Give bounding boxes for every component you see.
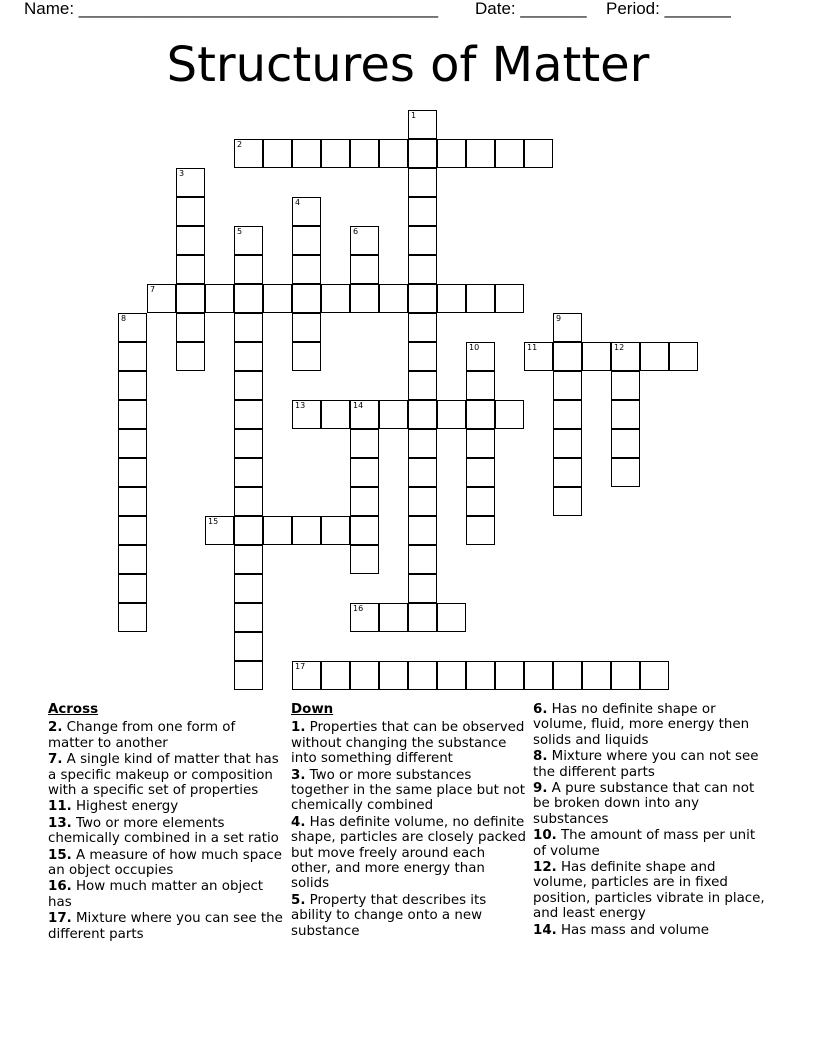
crossword-cell[interactable]	[118, 603, 147, 632]
clue-number-label: 15.	[48, 847, 72, 863]
clue-number-label: 5.	[291, 892, 306, 908]
crossword-cell[interactable]	[205, 516, 234, 545]
crossword-cell[interactable]	[640, 342, 669, 371]
crossword-cell[interactable]	[408, 255, 437, 284]
clue-text: A pure substance that can not be broken down into any substances	[533, 781, 755, 827]
crossword-cell[interactable]	[234, 313, 263, 342]
crossword-cell[interactable]	[553, 371, 582, 400]
crossword-cell[interactable]	[234, 429, 263, 458]
crossword-cell[interactable]	[234, 574, 263, 603]
clue-item	[291, 720, 527, 766]
clue-text: Property that describes its ability to change onto a new substance	[291, 892, 487, 939]
crossword-cell[interactable]	[292, 197, 321, 226]
clue-text: Highest energy	[71, 799, 179, 815]
clue-text: Has definite volume, no definite shape, particles are closely packed but move freely around each other, and more energy than solids	[291, 814, 527, 892]
crossword-cell[interactable]	[379, 603, 408, 632]
crossword-cell[interactable]	[234, 139, 263, 168]
crossword-cell[interactable]	[408, 139, 437, 168]
crossword-cell[interactable]	[408, 429, 437, 458]
crossword-cell[interactable]	[118, 458, 147, 487]
crossword-cell[interactable]	[350, 226, 379, 255]
crossword-cell[interactable]	[176, 197, 205, 226]
crossword-cell[interactable]	[350, 255, 379, 284]
period-field[interactable]: Period: _______	[606, 0, 731, 18]
clue-number: 1	[411, 111, 417, 120]
crossword-cell[interactable]	[321, 400, 350, 429]
crossword-cell[interactable]	[553, 458, 582, 487]
clue-item	[48, 720, 284, 751]
crossword-cell[interactable]	[234, 545, 263, 574]
clue-item	[48, 879, 284, 910]
crossword-cell[interactable]	[611, 458, 640, 487]
crossword-cell[interactable]	[611, 429, 640, 458]
clue-number-label: 14.	[533, 922, 557, 938]
crossword-cell[interactable]	[524, 661, 553, 690]
clue-item	[533, 781, 769, 827]
clue-item	[533, 860, 769, 922]
crossword-cell[interactable]	[408, 110, 437, 139]
across-heading: Across	[48, 702, 99, 717]
clue-text: The amount of mass per unit of volume	[533, 828, 756, 859]
crossword-cell[interactable]	[350, 458, 379, 487]
crossword-cell[interactable]	[495, 139, 524, 168]
crossword-cell[interactable]	[321, 284, 350, 313]
crossword-cell[interactable]	[118, 371, 147, 400]
crossword-cell[interactable]	[234, 487, 263, 516]
crossword-cell[interactable]	[350, 516, 379, 545]
crossword-cell[interactable]	[234, 632, 263, 661]
crossword-cell[interactable]	[205, 284, 234, 313]
crossword-cell[interactable]	[234, 603, 263, 632]
crossword-cell[interactable]	[350, 661, 379, 690]
crossword-cell[interactable]	[234, 661, 263, 690]
crossword-cell[interactable]	[553, 487, 582, 516]
crossword-cell[interactable]	[524, 342, 553, 371]
crossword-cell[interactable]	[118, 313, 147, 342]
crossword-cell[interactable]	[495, 284, 524, 313]
crossword-cell[interactable]	[408, 603, 437, 632]
clue-number-label: 17.	[48, 911, 72, 927]
down-clues-column-1	[291, 702, 527, 940]
clue-number-label: 1.	[291, 720, 306, 736]
crossword-cell[interactable]	[176, 255, 205, 284]
clue-text: Has definite shape and volume, particles are in fixed position, particles vibrate in place, and least energy	[533, 860, 765, 922]
crossword-cell[interactable]	[466, 429, 495, 458]
clue-item	[291, 893, 527, 939]
clue-number: 8	[121, 314, 127, 323]
crossword-cell[interactable]	[524, 139, 553, 168]
clue-number-label: 13.	[48, 815, 72, 831]
crossword-cell[interactable]	[408, 400, 437, 429]
crossword-cell[interactable]	[408, 458, 437, 487]
crossword-cell[interactable]	[437, 284, 466, 313]
crossword-cell[interactable]	[292, 284, 321, 313]
crossword-cell[interactable]	[321, 661, 350, 690]
crossword-cell[interactable]	[292, 313, 321, 342]
clue-item	[291, 768, 527, 814]
crossword-cell[interactable]	[118, 516, 147, 545]
crossword-cell[interactable]	[582, 342, 611, 371]
crossword-cell[interactable]	[321, 516, 350, 545]
clue-text: Two or more substances together in the same place but not chemically combined	[291, 767, 526, 814]
crossword-cell[interactable]	[379, 284, 408, 313]
crossword-cell[interactable]	[292, 342, 321, 371]
crossword-cell[interactable]	[118, 487, 147, 516]
crossword-cell[interactable]	[234, 400, 263, 429]
crossword-cell[interactable]	[292, 516, 321, 545]
crossword-cell[interactable]	[466, 371, 495, 400]
crossword-cell[interactable]	[118, 429, 147, 458]
crossword-cell[interactable]	[495, 400, 524, 429]
clue-item	[533, 702, 769, 748]
clue-number-label: 4.	[291, 814, 306, 830]
clue-number: 4	[295, 198, 301, 207]
crossword-cell[interactable]	[234, 255, 263, 284]
crossword-cell[interactable]	[292, 226, 321, 255]
crossword-cell[interactable]	[466, 400, 495, 429]
clue-number: 9	[556, 314, 562, 323]
crossword-cell[interactable]	[466, 139, 495, 168]
crossword-cell[interactable]	[437, 661, 466, 690]
crossword-cell[interactable]	[263, 516, 292, 545]
clue-number-label: 8.	[533, 749, 548, 765]
crossword-cell[interactable]	[408, 313, 437, 342]
crossword-cell[interactable]	[234, 284, 263, 313]
clue-text: Has no definite shape or volume, fluid, more energy then solids and liquids	[533, 702, 750, 748]
crossword-cell[interactable]	[350, 545, 379, 574]
date-field[interactable]: Date: _______	[475, 0, 587, 18]
crossword-cell[interactable]	[176, 168, 205, 197]
crossword-cell[interactable]	[466, 487, 495, 516]
crossword-cell[interactable]	[553, 400, 582, 429]
clue-number-label: 2.	[48, 720, 63, 736]
clue-number-label: 7.	[48, 752, 63, 768]
crossword-cell[interactable]	[234, 371, 263, 400]
clue-number: 10	[469, 343, 480, 352]
crossword-cell[interactable]	[176, 342, 205, 371]
clue-number-label: 10.	[533, 828, 557, 844]
crossword-cell[interactable]	[611, 400, 640, 429]
clue-text: Mixture where you can not see the different parts	[533, 749, 759, 780]
crossword-cell[interactable]	[292, 661, 321, 690]
clue-text: Change from one form of matter to another	[48, 720, 236, 751]
crossword-cell[interactable]	[118, 342, 147, 371]
clue-text: Two or more elements chemically combined in a set ratio	[48, 815, 279, 847]
clue-number: 11	[527, 343, 538, 352]
clue-number-label: 6.	[533, 702, 548, 717]
crossword-cell[interactable]	[553, 661, 582, 690]
down-clues-column-2	[533, 702, 769, 939]
crossword-cell[interactable]	[176, 226, 205, 255]
crossword-cell[interactable]	[437, 139, 466, 168]
crossword-cell[interactable]	[379, 400, 408, 429]
crossword-cell[interactable]	[379, 661, 408, 690]
crossword-cell[interactable]	[176, 284, 205, 313]
crossword-cell[interactable]	[234, 516, 263, 545]
crossword-cell[interactable]	[408, 197, 437, 226]
clue-number: 12	[614, 343, 625, 352]
crossword-cell[interactable]	[379, 139, 408, 168]
name-field[interactable]: Name: ______________________________________	[24, 0, 439, 18]
crossword-cell[interactable]	[118, 400, 147, 429]
clue-item	[48, 911, 284, 942]
clue-text: Properties that can be observed without changing the substance into something different	[291, 720, 525, 767]
crossword-cell[interactable]	[263, 139, 292, 168]
crossword-cell[interactable]	[408, 516, 437, 545]
crossword-cell[interactable]	[408, 168, 437, 197]
across-clues	[48, 702, 284, 943]
crossword-cell[interactable]	[321, 139, 350, 168]
clue-number: 5	[237, 227, 243, 236]
crossword-cell[interactable]	[553, 313, 582, 342]
crossword-cell[interactable]	[408, 371, 437, 400]
clue-number: 2	[237, 140, 243, 149]
crossword-cell[interactable]	[408, 226, 437, 255]
clue-item	[48, 816, 284, 847]
crossword-cell[interactable]	[147, 284, 176, 313]
clue-text: Has mass and volume	[556, 922, 710, 938]
clue-number-label: 9.	[533, 781, 548, 797]
crossword-cell[interactable]	[553, 429, 582, 458]
clue-number: 15	[208, 517, 219, 526]
crossword-cell[interactable]	[669, 342, 698, 371]
clue-text: A measure of how much space an object occupies	[48, 847, 283, 879]
clue-number: 16	[353, 604, 364, 613]
crossword-cell[interactable]	[466, 342, 495, 371]
crossword-cell[interactable]	[408, 661, 437, 690]
crossword-cell[interactable]	[350, 400, 379, 429]
crossword-cell[interactable]	[640, 661, 669, 690]
crossword-cell[interactable]	[466, 284, 495, 313]
crossword-cell[interactable]	[176, 313, 205, 342]
crossword-cell[interactable]	[118, 574, 147, 603]
crossword-cell[interactable]	[350, 139, 379, 168]
crossword-cell[interactable]	[350, 603, 379, 632]
clue-item	[48, 799, 284, 814]
clue-item	[48, 848, 284, 879]
clue-text: Mixture where you can see the different parts	[48, 911, 283, 942]
crossword-cell[interactable]	[408, 574, 437, 603]
crossword-cell[interactable]	[466, 661, 495, 690]
crossword-cell[interactable]	[582, 661, 611, 690]
clue-number: 17	[295, 662, 306, 671]
crossword-cell[interactable]	[408, 342, 437, 371]
crossword-cell[interactable]	[553, 342, 582, 371]
clue-item	[533, 828, 769, 859]
clue-number-label: 16.	[48, 879, 72, 895]
crossword-cell[interactable]	[234, 226, 263, 255]
clue-item	[533, 923, 769, 938]
crossword-cell[interactable]	[292, 255, 321, 284]
clue-number: 13	[295, 401, 306, 410]
crossword-cell[interactable]	[466, 516, 495, 545]
crossword-cell[interactable]	[118, 545, 147, 574]
clue-number-label: 3.	[291, 767, 306, 783]
clue-item	[533, 749, 769, 780]
crossword-cell[interactable]	[292, 139, 321, 168]
clue-number: 14	[353, 401, 364, 410]
down-heading: Down	[291, 702, 334, 717]
crossword-cell[interactable]	[234, 458, 263, 487]
clue-number: 6	[353, 227, 359, 236]
crossword-cell[interactable]	[408, 545, 437, 574]
clue-number: 3	[179, 169, 185, 178]
crossword-cell[interactable]	[292, 400, 321, 429]
crossword-cell[interactable]	[437, 603, 466, 632]
crossword-cell[interactable]	[495, 661, 524, 690]
crossword-cell[interactable]	[350, 429, 379, 458]
crossword-cell[interactable]	[408, 284, 437, 313]
clue-item	[291, 815, 527, 892]
clue-number-label: 12.	[533, 860, 557, 876]
crossword-cell[interactable]	[611, 661, 640, 690]
crossword-cell[interactable]	[234, 342, 263, 371]
clue-text: How much matter an object has	[48, 879, 264, 910]
crossword-cell[interactable]	[263, 284, 292, 313]
crossword-cell[interactable]	[408, 487, 437, 516]
clue-number: 7	[150, 285, 156, 294]
crossword-cell[interactable]	[437, 400, 466, 429]
clue-number-label: 11.	[48, 799, 72, 815]
crossword-cell[interactable]	[466, 458, 495, 487]
crossword-cell[interactable]	[611, 371, 640, 400]
page-title: Structures of Matter	[166, 37, 650, 93]
crossword-cell[interactable]	[350, 487, 379, 516]
crossword-cell[interactable]	[611, 342, 640, 371]
crossword-cell[interactable]	[350, 284, 379, 313]
clue-item	[48, 752, 284, 798]
clue-text: A single kind of matter that has a specific makeup or composition with a specific set of properties	[48, 752, 279, 799]
